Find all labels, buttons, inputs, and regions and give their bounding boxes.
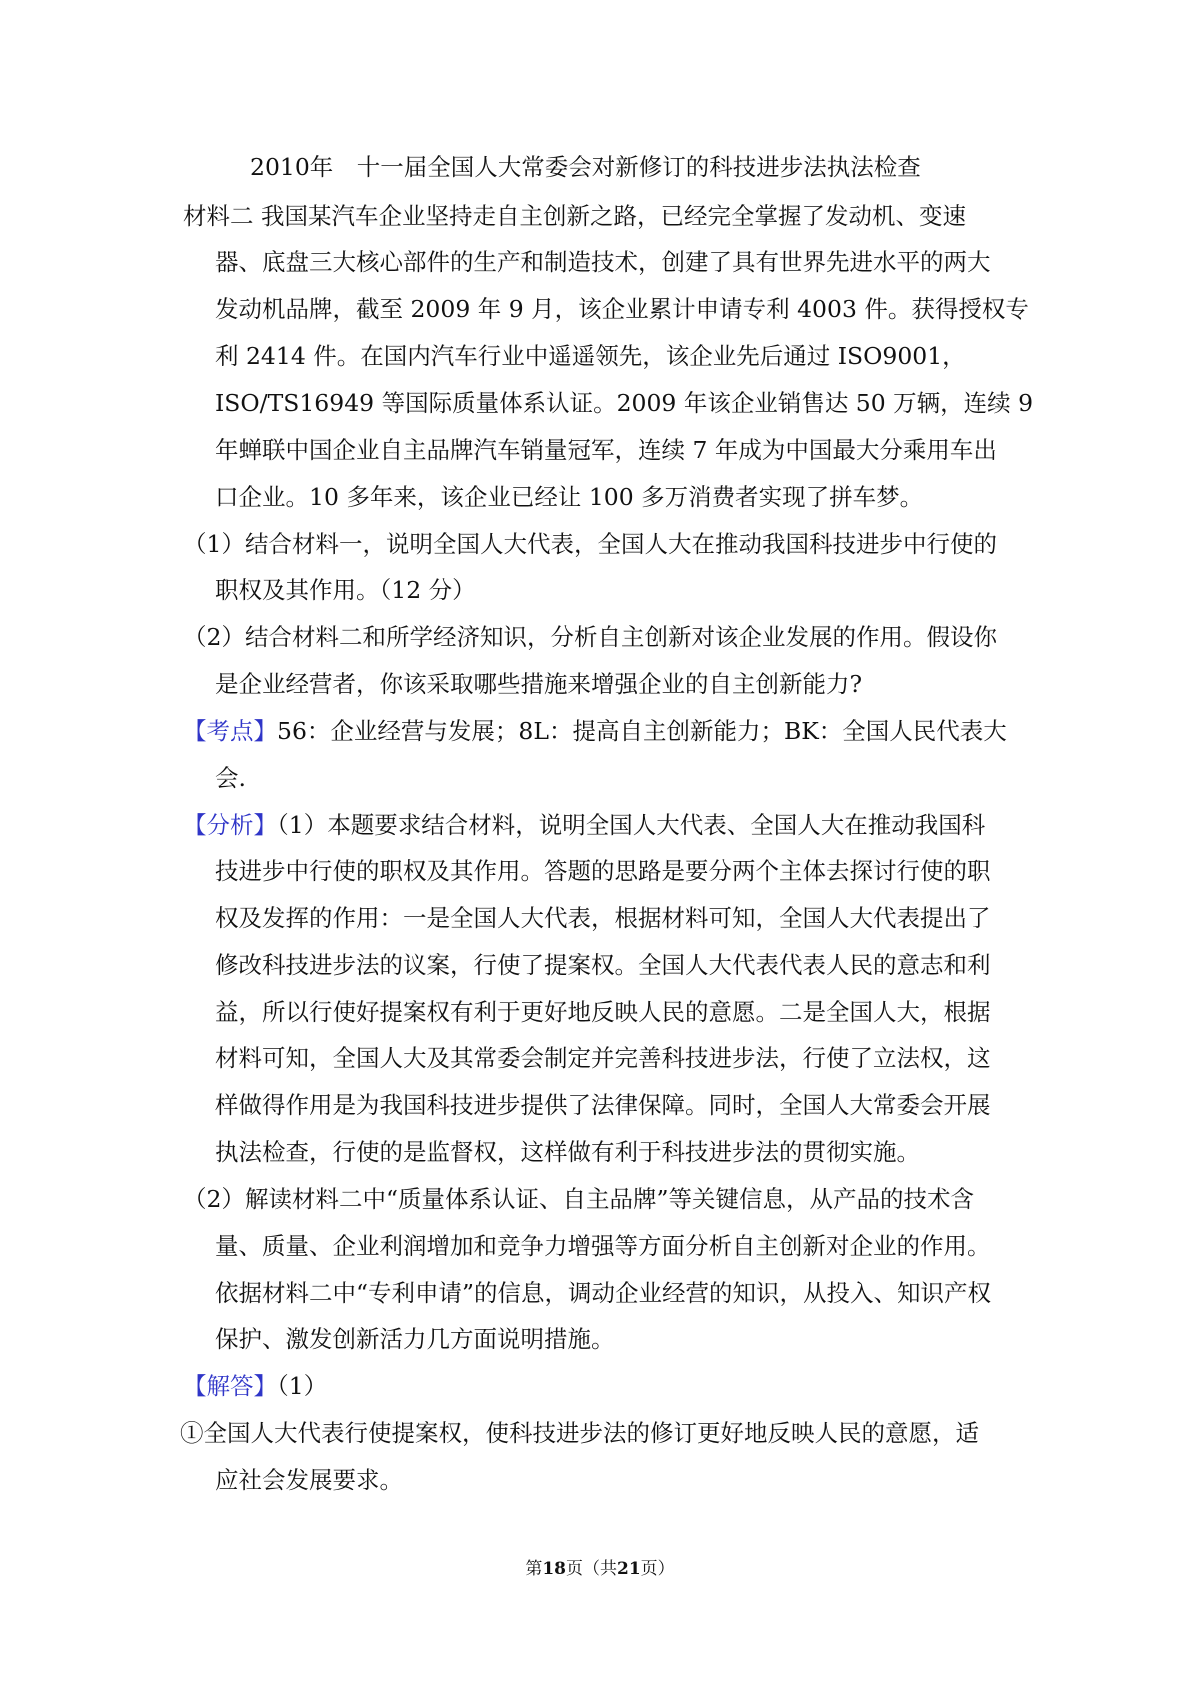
jieda-line (183, 1369, 327, 1403)
kaodian-label: 【考点】 (183, 717, 277, 745)
material2-line: 器、底盘三大核心部件的生产和制造技术，创建了具有世界先进水平的两大 (215, 248, 991, 276)
fenxi-line: 技进步中行使的职权及其作用。答题的思路是要分两个主体去探讨行使的职 (215, 857, 991, 885)
fenxi-line (183, 808, 985, 842)
fenxi-line: 依据材料二中“专利申请”的信息，调动企业经营的知识，从投入、知识产权 (215, 1279, 992, 1307)
fenxi-line: 益，所以行使好提案权有利于更好地反映人民的意愿。二是全国人大，根据 (215, 998, 991, 1026)
question1-line: 职权及其作用。（12 分） (215, 576, 476, 604)
question2-line: 是企业经营者，你该采取哪些措施来增强企业的自主创新能力? (215, 670, 863, 698)
page-footer: 第18页（共21页） (525, 1559, 675, 1579)
material2-line: 利 2414 件。在国内汽车行业中遥遥领先，该企业先后通过 ISO9001， (215, 342, 966, 370)
fenxi-line: 保护、激发创新活力几方面说明措施。 (215, 1325, 615, 1353)
kaodian-line: 会. (215, 764, 246, 792)
material2-line: ISO/TS16949 等国际质量体系认证。2009 年该企业销售达 50 万辆，连续 9 (215, 389, 1034, 417)
jieda-line: 应社会发展要求。 (215, 1466, 403, 1494)
jieda-line: ①全国人大代表行使提案权，使科技进步法的修订更好地反映人民的意愿，适 (180, 1419, 979, 1447)
fenxi-line: （2）解读材料二中“质量体系认证、自主品牌”等关键信息，从产品的技术含 (183, 1185, 974, 1213)
fenxi-line: 材料可知，全国人大及其常委会制定并完善科技进步法，行使了立法权，这 (215, 1044, 991, 1072)
material2-line: 发动机品牌，截至 2009 年 9 月，该企业累计申请专利 4003 件。获得授权专 (215, 295, 1029, 323)
fenxi-line: 量、质量、企业利润增加和竞争力增强等方面分析自主创新对企业的作用。 (215, 1232, 991, 1260)
fenxi-line: 修改科技进步法的议案，行使了提案权。全国人大代表代表人民的意志和利 (215, 951, 991, 979)
question2-line: （2）结合材料二和所学经济知识，分析自主创新对该企业发展的作用。假设你 (183, 623, 997, 651)
fenxi-line: 权及发挥的作用：一是全国人大代表，根据材料可知，全国人大代表提出了 (215, 904, 991, 932)
material2-line: 年蝉联中国企业自主品牌汽车销量冠军，连续 7 年成为中国最大分乘用车出 (215, 436, 997, 464)
material2-line: 材料二 我国某汽车企业坚持走自主创新之路，已经完全掌握了发动机、变速 (183, 202, 966, 230)
fenxi-line: 样做得作用是为我国科技进步提供了法律保障。同时，全国人大常委会开展 (215, 1091, 991, 1119)
material2-line: 口企业。10 多年来，该企业已经让 100 多万消费者实现了拼车梦。 (215, 483, 924, 511)
fenxi-line: 执法检查，行使的是监督权，这样做有利于科技进步法的贯彻实施。 (215, 1138, 920, 1166)
page-total: 21 (617, 1559, 641, 1579)
material1-tail: 2010年 十一届全国人大常委会对新修订的科技进步法执法检查 (250, 153, 921, 181)
page-number: 18 (542, 1559, 566, 1579)
fenxi-text: （1）本题要求结合材料，说明全国人大代表、全国人大在推动我国科 (277, 811, 986, 839)
fenxi-label: 【分析】 (183, 811, 277, 839)
jieda-label: 【解答】 (183, 1372, 277, 1400)
question1-line: （1）结合材料一，说明全国人大代表，全国人大在推动我国科技进步中行使的 (183, 530, 997, 558)
jieda-intro: （1） (277, 1372, 328, 1400)
kaodian-text: 56：企业经营与发展；8L：提高自主创新能力；BK：全国人民代表大 (277, 717, 1007, 745)
kaodian-line (183, 714, 1007, 748)
